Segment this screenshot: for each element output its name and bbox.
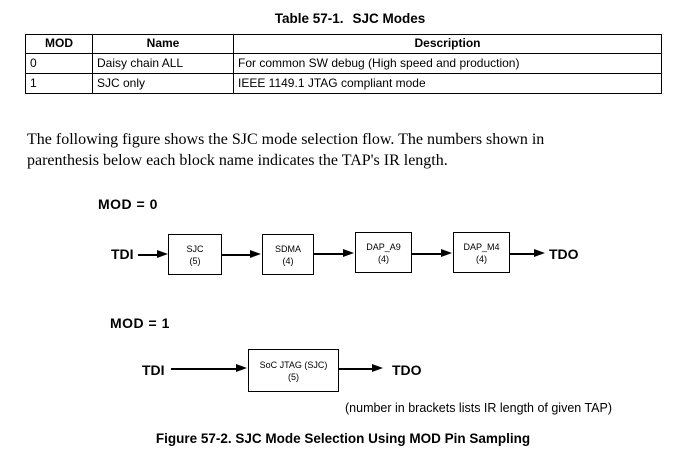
block-ir-length: (4) xyxy=(282,255,294,266)
tdo-label-mod0: TDO xyxy=(549,246,579,262)
tdi-label-mod1: TDI xyxy=(142,362,165,378)
tdi-label-mod0: TDI xyxy=(111,246,134,262)
table-row xyxy=(26,74,662,94)
flow-block-sjc xyxy=(168,234,222,275)
block-name: SoC JTAG (SJC) xyxy=(259,359,328,370)
cell-description: IEEE 1149.1 JTAG compliant mode xyxy=(234,74,662,94)
arrow-sjc-to-sdma xyxy=(221,254,251,256)
block-ir-length: (4) xyxy=(378,253,389,264)
arrow-sdma-to-dapa9 xyxy=(313,253,344,255)
flow-block-dap-a9 xyxy=(355,232,412,273)
ir-length-note: (number in brackets lists IR length of given TAP) xyxy=(345,401,613,415)
column-header-name: Name xyxy=(93,35,234,54)
block-ir-length: (4) xyxy=(476,253,487,264)
arrow-socjtag-to-tdo xyxy=(339,368,373,370)
arrow-tdi-to-socjtag xyxy=(171,368,237,370)
mod1-heading: MOD = 1 xyxy=(110,315,170,331)
paragraph-line: parenthesis below each block name indicates the TAP's IR length. xyxy=(27,152,448,169)
body-paragraph xyxy=(27,129,587,171)
block-name: DAP_M4 xyxy=(463,241,500,252)
cell-name: SJC only xyxy=(93,74,234,94)
table-title xyxy=(0,11,700,26)
cell-mod: 0 xyxy=(26,54,93,74)
arrow-dapa9-to-dapm4 xyxy=(411,253,442,255)
mod0-heading: MOD = 0 xyxy=(98,196,158,212)
block-name: SDMA xyxy=(274,243,301,254)
arrow-dapm4-to-tdo xyxy=(509,253,535,255)
block-name: SJC xyxy=(186,243,204,254)
cell-mod: 1 xyxy=(26,74,93,94)
table-row xyxy=(26,54,662,74)
cell-name: Daisy chain ALL xyxy=(93,54,234,74)
table-title-text: SJC Modes xyxy=(352,11,426,26)
table-title-number: Table 57-1. xyxy=(274,11,344,26)
block-name: DAP_A9 xyxy=(366,241,401,252)
cell-description: For common SW debug (High speed and production) xyxy=(234,54,662,74)
block-ir-length: (5) xyxy=(189,255,201,266)
tdo-label-mod1: TDO xyxy=(392,362,422,378)
arrow-tdi-to-sjc xyxy=(138,254,158,256)
flow-block-dap-m4 xyxy=(453,232,510,273)
column-header-mod: MOD xyxy=(26,35,93,54)
flow-block-soc-jtag xyxy=(248,349,339,392)
paragraph-line: The following figure shows the SJC mode selection flow. The numbers shown in xyxy=(27,131,545,148)
table-header-row xyxy=(26,35,662,54)
column-header-description: Description xyxy=(234,35,662,54)
figure-caption: Figure 57-2. SJC Mode Selection Using MOD Pin Sampling xyxy=(155,431,531,446)
sjc-modes-table xyxy=(25,34,662,94)
block-ir-length: (5) xyxy=(288,371,299,382)
flow-block-sdma xyxy=(262,234,314,275)
